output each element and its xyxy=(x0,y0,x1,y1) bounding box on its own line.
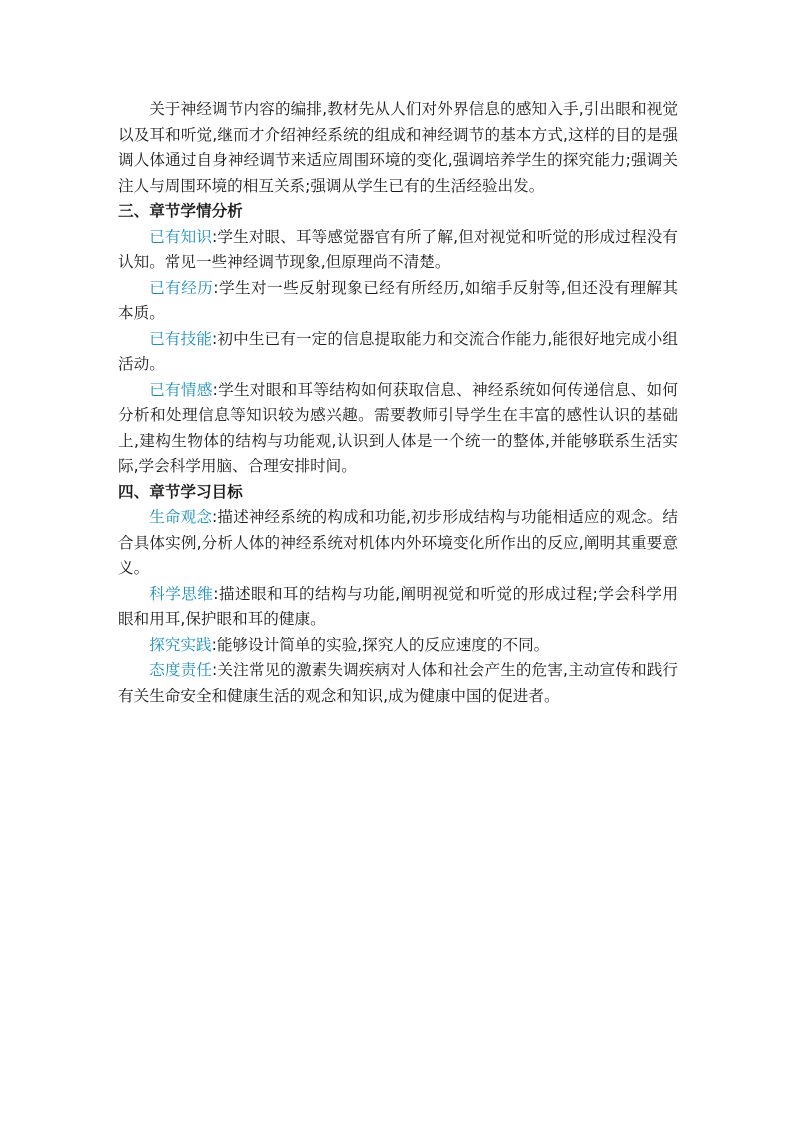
document-page xyxy=(118,97,678,709)
label-prior-emotion: 已有情感 xyxy=(149,380,213,399)
text-inquiry-practice: :能够设计简单的实验,探究人的反应速度的不同。 xyxy=(211,635,550,654)
paragraph-attitude-responsibility xyxy=(118,658,678,709)
paragraph-prior-emotion xyxy=(118,378,678,480)
paragraph-prior-experience xyxy=(118,276,678,327)
text-scientific-thinking: :描述眼和耳的结构与功能,阐明视觉和听觉的形成过程;学会科学用眼和用耳,保护眼和耳的健康。 xyxy=(118,584,678,628)
text-attitude-responsibility: :关注常见的激素失调疾病对人体和社会产生的危害,主动宣传和践行有关生命安全和健康生活的观念和知识,成为健康中国的促进者。 xyxy=(118,661,678,705)
section-heading-learner-analysis: 三、章节学情分析 xyxy=(118,202,243,220)
paragraph-inquiry-practice xyxy=(118,633,678,659)
section-heading-learning-goals: 四、章节学习目标 xyxy=(118,482,243,501)
text-prior-emotion: :学生对眼和耳等结构如何获取信息、神经系统如何传递信息、如何分析和处理信息等知识较为感兴趣。需要教师引导学生在丰富的感性认识的基础上,建构生物体的结构与功能观,认识到人体是一个统一的整体,并能够联系生活实际,学会科学用脑、合理安排时间。 xyxy=(118,380,678,475)
paragraph-prior-skills xyxy=(118,327,678,378)
paragraph-scientific-thinking xyxy=(118,582,678,633)
intro-paragraph: 关于神经调节内容的编排,教材先从人们对外界信息的感知入手,引出眼和视觉以及耳和听觉,继而才介绍神经系统的组成和神经调节的基本方式,这样的目的是强调人体通过自身神经调节来适应周围环境的变化,强调培养学生的探究能力;强调关注人与周围环境的相互关系;强调从学生已有的生活经验出发。 xyxy=(118,100,678,195)
text-life-concept: :描述神经系统的构成和功能,初步形成结构与功能相适应的观念。结合具体实例,分析人体的神经系统对机体内外环境变化所作出的反应,阐明其重要意义。 xyxy=(118,508,678,577)
text-prior-experience: :学生对一些反射现象已经有所经历,如缩手反射等,但还没有理解其本质。 xyxy=(118,278,678,322)
text-prior-skills: :初中生已有一定的信息提取能力和交流合作能力,能很好地完成小组活动。 xyxy=(118,329,678,373)
label-scientific-thinking: 科学思维 xyxy=(149,584,214,603)
paragraph-life-concept xyxy=(118,505,678,582)
label-prior-knowledge: 已有知识 xyxy=(149,227,213,246)
paragraph-prior-knowledge xyxy=(118,225,678,276)
label-life-concept: 生命观念 xyxy=(149,508,213,526)
text-prior-knowledge: :学生对眼、耳等感觉器官有所了解,但对视觉和听觉的形成过程没有认知。常见一些神经调节现象,但原理尚不清楚。 xyxy=(118,227,678,271)
label-prior-skills: 已有技能 xyxy=(149,329,213,348)
label-attitude-responsibility: 态度责任 xyxy=(149,661,213,679)
label-inquiry-practice: 探究实践 xyxy=(149,635,212,654)
label-prior-experience: 已有经历 xyxy=(149,278,214,297)
